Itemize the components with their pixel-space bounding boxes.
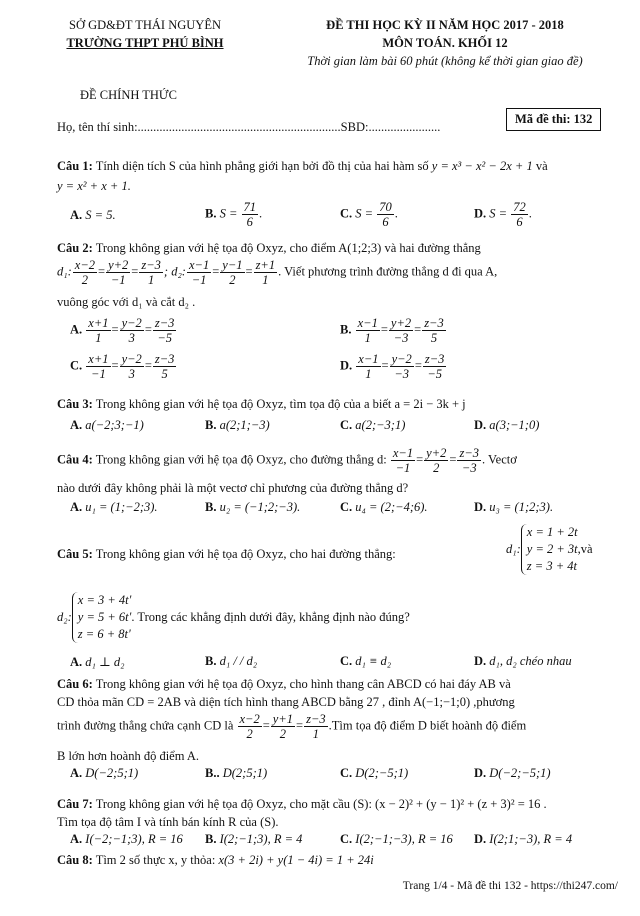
q5-d-label: D. — [474, 654, 487, 668]
q3-a-value: a(−2;3;−1) — [85, 418, 144, 432]
q2-option-c: C. $\frac{x+1}{-1}$ = $\frac{y-2}{3}$ = $\frac{z-3}{5}$ — [70, 352, 175, 381]
q1-f1: y = x³ − x² − 2x + 1 — [431, 159, 533, 173]
q5-c-label: C. — [340, 654, 353, 668]
q4-a-label: A. — [70, 500, 83, 514]
q6-fa: x−2 — [239, 712, 260, 726]
q2-b-label: B. — [340, 322, 352, 337]
q6-a-label: A. — [70, 766, 83, 780]
q6-fc: y+1 — [272, 712, 294, 726]
q2-option-a: A. $\frac{x+1}{1}$ = $\frac{y-2}{3}$ = $\frac{z-3}{-5}$ — [70, 316, 175, 345]
q8-text: Tìm 2 số thực x, y thỏa: — [95, 853, 216, 867]
q1-c-den: 6 — [382, 215, 389, 229]
q3-c-label: C. — [340, 418, 353, 432]
q5-b-label: B. — [205, 654, 217, 668]
q3-d-label: D. — [474, 418, 487, 432]
q4-fb: −1 — [395, 461, 411, 475]
q1-option-a — [70, 208, 116, 223]
q2-ac: y−2 — [121, 316, 142, 330]
q2-cc: y−2 — [121, 352, 142, 366]
q2-bc: y+2 — [390, 316, 412, 330]
q4-a-value: u₁ = (1;−2;3). — [85, 500, 158, 514]
q1-b-num: 71 — [243, 200, 257, 214]
q2-dc: y−2 — [391, 352, 412, 366]
q2-db: 1 — [365, 367, 372, 381]
q3-b-label: B. — [205, 418, 217, 432]
q5-option-b — [205, 654, 257, 669]
q2-be: z−3 — [424, 316, 444, 330]
q2-ce: z−3 — [154, 352, 175, 366]
q2-option-b: B. $\frac{x-1}{1}$ = $\frac{y+2}{-3}$ = $\frac{z-3}{5}$ — [340, 316, 444, 345]
q1-d-pre: S = — [489, 206, 508, 221]
q2-cb: −1 — [91, 367, 106, 381]
q8-stem — [57, 852, 618, 869]
q2-cd: 3 — [128, 367, 135, 381]
q6-line3-pre: trình đường thẳng chứa cạnh CD là — [57, 718, 234, 733]
q6-c-value: D(2;−5;1) — [355, 766, 409, 780]
q6-line2: CD thỏa mãn CD = 2AB và diện tích hình thang ABCD bằng 27 , đỉnh A(−1;−1;0) ,phương — [57, 695, 515, 709]
q4-option-d — [474, 500, 553, 515]
name-field: Họ, tên thí sinh:.................................................................SBD:....................... — [57, 120, 441, 134]
q3-a-label: A. — [70, 418, 83, 432]
q7-label: Câu 7: — [57, 797, 93, 811]
header-school: TRƯỜNG THPT PHÚ BÌNH — [66, 36, 224, 50]
q2-d2a: x−1 — [188, 258, 210, 272]
q5-tail: . Trong các khẳng định dưới đây, khẳng định nào đúng? — [131, 610, 410, 624]
q5-comma: ,và — [577, 542, 593, 556]
q2-ba: x−1 — [357, 316, 378, 330]
q4-text: Trong không gian với hệ tọa độ Oxyz, cho đường thẳng d: — [95, 452, 387, 467]
q6-fd: 2 — [279, 727, 287, 741]
q2-d2: ; d₂: — [163, 264, 186, 279]
q5-option-a — [70, 654, 124, 670]
q4-b-label: B. — [205, 500, 217, 514]
q1-option-d: D. S = $\frac{72}{6}$ . — [474, 200, 532, 229]
q6-a-value: D(−2;5;1) — [85, 766, 139, 780]
q4-ff: −3 — [461, 461, 477, 475]
q2-d2f: 1 — [262, 273, 269, 287]
q3-c-value: a(2;−3;1) — [355, 418, 406, 432]
q2-d1e: z−3 — [141, 258, 161, 272]
q6-d-value: D(−2;−5;1) — [489, 766, 551, 780]
q2-d2e: z+1 — [255, 258, 276, 272]
q7-c-label: C. — [340, 832, 353, 846]
q2-bd: −3 — [393, 331, 409, 345]
q3-d-value: a(3;−1;0) — [489, 418, 540, 432]
q7-option-a — [70, 832, 183, 847]
q8-label: Câu 8: — [57, 853, 93, 867]
q7-option-c — [340, 832, 453, 847]
q4-d-label: D. — [474, 500, 487, 514]
q2-option-d: D. $\frac{x-1}{1}$ = $\frac{y-2}{-3}$ = $\frac{z-3}{-5}$ — [340, 352, 445, 381]
q7-b-label: B. — [205, 832, 217, 846]
q6-option-a — [70, 766, 138, 781]
q6-line3: trình đường thẳng chứa cạnh CD là $\frac{x-2}{2}$ = $\frac{y+1}{2}$ = $\frac{z-3}{1}$ .Tìm tọa độ điểm D biết hoành độ điểm — [57, 712, 527, 741]
q6-d-label: D. — [474, 766, 487, 780]
q1-d-den: 6 — [516, 215, 523, 229]
q1-b-label: B. — [205, 206, 217, 221]
q2-af: −5 — [157, 331, 172, 345]
q4-d-value: u₃ = (1;2;3). — [489, 500, 554, 514]
q2-dd: −3 — [394, 367, 410, 381]
q5-d1-system — [506, 524, 593, 575]
page-footer: Trang 1/4 - Mã đề thi 132 - https://thi247.com/ — [402, 880, 618, 892]
q2-text: Trong không gian với hệ tọa độ Oxyz, cho điểm A(1;2;3) và hai đường thẳng — [95, 241, 481, 255]
q3-b-value: a(2;1;−3) — [219, 418, 270, 432]
q7-text: Trong không gian với hệ tọa độ Oxyz, cho mặt cầu (S): (x − 2)² + (y − 1)² + (z + 3)² = 16 . — [95, 797, 547, 811]
q5-a-label: A. — [70, 655, 83, 669]
q7-d-label: D. — [474, 832, 487, 846]
q2-bb: 1 — [364, 331, 371, 345]
q2-ad: 3 — [128, 331, 135, 345]
q1-c-label: C. — [340, 206, 353, 221]
q1-d-num: 72 — [513, 200, 526, 214]
q5-d1y: y = 2 + 3t — [526, 542, 578, 556]
q2-label: Câu 2: — [57, 241, 93, 255]
q4-stem: Câu 4: Trong không gian với hệ tọa độ Oxyz, cho đường thẳng d: $\frac{x-1}{-1}$ = $\frac{y+2}{2}$ = $\frac{z-3}{-3}$ . Vectơ — [57, 446, 517, 475]
q1-and: và — [535, 159, 548, 173]
q5-d2: d₂: — [57, 610, 72, 624]
q4-fc: y+2 — [426, 446, 447, 460]
q2-de: z−3 — [424, 352, 445, 366]
q1-c-num: 70 — [379, 200, 392, 214]
exam-time-note: Thời gian làm bài 60 phút (không kể thời gian giao đề) — [307, 54, 583, 68]
q6-line4: B lớn hơn hoành độ điểm A. — [57, 749, 200, 763]
q7-line2: Tìm tọa độ tâm I và tính bán kính R của (S). — [57, 815, 279, 829]
q1-label: Câu 1: — [57, 159, 93, 173]
q7-c-value: I(2;−1;−3), R = 16 — [355, 832, 453, 846]
q5-d1: d₁: — [506, 542, 521, 556]
q5-b-value: d₁ / / d₂ — [219, 654, 258, 668]
q5-a-value: d₁ ⊥ d₂ — [85, 655, 125, 669]
q5-label: Câu 5: — [57, 547, 93, 561]
q2-d1f: 1 — [148, 273, 155, 287]
q2-d1c: y+2 — [108, 258, 129, 272]
q2-cf: 5 — [161, 367, 168, 381]
q4-fa: x−1 — [392, 446, 414, 460]
q2-stem — [57, 240, 618, 257]
q4-c-value: u₄ = (2;−4;6). — [355, 500, 428, 514]
q2-d2c: y−1 — [222, 258, 243, 272]
q5-option-d — [474, 654, 572, 669]
q4-fd: 2 — [433, 461, 440, 475]
q2-tail: . Viết phương trình đường thẳng d đi qua A, — [278, 264, 498, 279]
q4-option-c — [340, 500, 428, 515]
q5-c-value: d₁ ≡ d₂ — [355, 654, 392, 668]
exam-code: Mã đề thi: 132 — [506, 108, 601, 131]
q6-line3-tail: .Tìm tọa độ điểm D biết hoành độ điểm — [328, 718, 527, 733]
q6-b-label: B.. — [205, 766, 220, 780]
exam-subject: MÔN TOÁN. KHỐI 12 — [382, 36, 508, 50]
q7-option-b — [205, 832, 302, 847]
q1-option-c: C. S = $\frac{70}{6}$ . — [340, 200, 398, 229]
q3-option-a — [70, 418, 144, 433]
q6-label: Câu 6: — [57, 677, 93, 691]
official-label: ĐỀ CHÍNH THỨC — [80, 88, 177, 102]
exam-title: ĐỀ THI HỌC KỲ II NĂM HỌC 2017 - 2018 — [326, 18, 564, 32]
q1-option-b: B. S = $\frac{71}{6}$ . — [205, 200, 263, 229]
q5-text: Trong không gian với hệ tọa độ Oxyz, cho hai đường thẳng: — [95, 547, 396, 561]
q2-d-label: D. — [340, 358, 353, 373]
q7-d-value: I(2;1;−3), R = 4 — [489, 832, 573, 846]
q1-c-pre: S = — [355, 206, 374, 221]
q3-option-c — [340, 418, 405, 433]
q5-option-c — [340, 654, 391, 669]
q2-bf: 5 — [430, 331, 438, 345]
q3-label: Câu 3: — [57, 397, 93, 411]
q4-tail: . Vectơ — [482, 452, 517, 467]
q6-text: Trong không gian với hệ tọa độ Oxyz, cho hình thang cân ABCD có hai đáy AB và — [95, 677, 511, 691]
q3-text: Trong không gian với hệ tọa độ Oxyz, tìm tọa độ của a biết a = 2i − 3k + j — [95, 397, 466, 411]
q3-stem — [57, 396, 618, 413]
q5-d1x: x = 1 + 2t — [526, 525, 578, 539]
q4-line2: nào dưới đây không phải là một vectơ chỉ phương của đường thẳng d? — [57, 481, 409, 495]
q2-d2d: 2 — [229, 273, 236, 287]
header-dept: SỞ GD&ĐT THÁI NGUYÊN — [69, 18, 221, 32]
q2-d1: d₁: — [57, 264, 72, 279]
q6-option-b — [205, 766, 267, 781]
q4-b-value: u₂ = (−1;2;−3). — [219, 500, 301, 514]
q1-a-value: S = 5. — [85, 208, 116, 222]
q5-d-value: d₁, d₂ chéo nhau — [489, 654, 572, 668]
q4-c-label: C. — [340, 500, 353, 514]
q4-fe: z−3 — [459, 446, 480, 460]
q4-option-b — [205, 500, 300, 515]
q6-ff: 1 — [312, 727, 319, 741]
q2-d1d: −1 — [110, 273, 126, 287]
q6-option-c — [340, 766, 408, 781]
q6-fb: 2 — [246, 727, 253, 741]
q1-f2: y = x² + x + 1. — [57, 179, 131, 193]
q6-b-value: D(2;5;1) — [222, 766, 268, 780]
q8-equation: x(3 + 2i) + y(1 − 4i) = 1 + 24i — [218, 853, 374, 867]
q2-d1b: 2 — [81, 273, 88, 287]
q2-ca: x+1 — [88, 352, 109, 366]
q1-b-den: 6 — [246, 215, 253, 229]
q2-ae: z−3 — [154, 316, 175, 330]
q7-b-value: I(2;−1;3), R = 4 — [219, 832, 303, 846]
q2-d1a: x−2 — [74, 258, 95, 272]
q7-a-label: A. — [70, 832, 83, 846]
q2-aa: x+1 — [88, 316, 109, 330]
q3-option-d — [474, 418, 539, 433]
q7-a-value: I(−2;−1;3), R = 16 — [85, 832, 183, 846]
q5-d2y: y = 5 + 6t' — [77, 610, 132, 624]
q2-df: −5 — [427, 367, 442, 381]
q2-da: x−1 — [358, 352, 379, 366]
q2-a-label: A. — [70, 322, 83, 337]
q3-option-b — [205, 418, 270, 433]
q6-fe: z−3 — [306, 712, 326, 726]
q7-option-d — [474, 832, 572, 847]
q5-d1z: z = 3 + 4t — [526, 559, 577, 573]
q2-ab: 1 — [95, 331, 102, 345]
q6-stem — [57, 676, 618, 693]
q2-line3: vuông góc với d₁ và cắt d₂ . — [57, 295, 196, 309]
q1-a-label: A. — [70, 208, 83, 222]
q2-c-label: C. — [70, 358, 83, 373]
q6-option-d — [474, 766, 551, 781]
q1-d-label: D. — [474, 206, 487, 221]
q1-stem — [57, 158, 618, 175]
q5-d2-system — [57, 592, 410, 643]
q1-text: Tính diện tích S của hình phẳng giới hạn bởi đồ thị của hai hàm số — [95, 159, 429, 173]
q5-d2x: x = 3 + 4t' — [77, 593, 132, 607]
q2-d2b: −1 — [191, 273, 207, 287]
q4-label: Câu 4: — [57, 452, 93, 467]
q7-stem — [57, 796, 618, 813]
q2-lines: d₁: $\frac{x-2}{2}$ = $\frac{y+2}{-1}$ = $\frac{z-3}{1}$ ; d₂: $\frac{x-1}{-1}$ = $\frac{y-1}{2}$ = $\frac{z+1}{1}$ . Viết phương trình đường thẳng d đi qua A, — [57, 258, 498, 287]
q4-option-a — [70, 500, 158, 515]
q6-c-label: C. — [340, 766, 353, 780]
q5-d2z: z = 6 + 8t' — [77, 627, 131, 641]
q1-b-pre: S = — [219, 206, 238, 221]
